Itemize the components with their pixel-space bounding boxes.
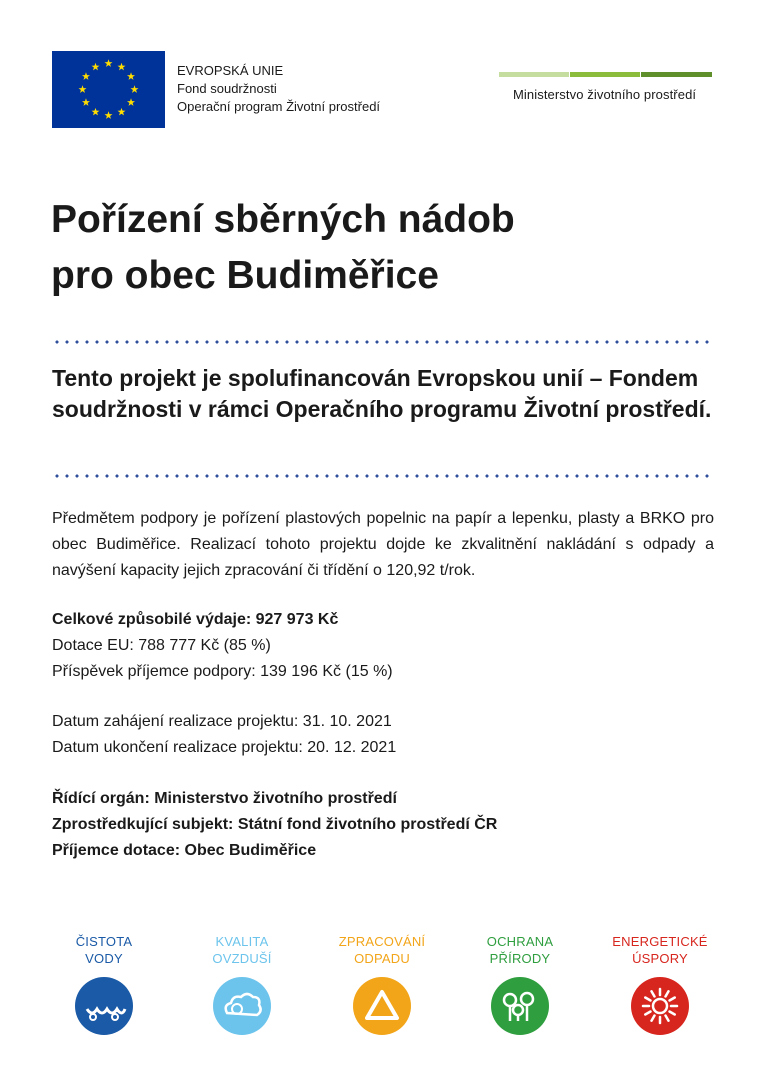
pillar-label-line1: OCHRANA bbox=[486, 934, 554, 949]
pillar-label-line1: ZPRACOVÁNÍ bbox=[338, 934, 426, 949]
eu-flag-logo bbox=[52, 51, 165, 128]
eu-star bbox=[92, 63, 100, 71]
sun-ray bbox=[645, 998, 650, 1001]
managing-authority: Řídící orgán: Ministerstvo životního prostředí bbox=[52, 790, 397, 807]
pillar-label-line2: OVZDUŠÍ bbox=[212, 951, 272, 966]
sun-ray bbox=[670, 998, 675, 1001]
eu-line-2: Fond soudržnosti bbox=[177, 81, 277, 96]
ministry-logo-label: Ministerstvo životního prostředí bbox=[513, 87, 697, 102]
cofinancing-statement: Tento projekt je spolufinancován Evropskou unií – Fondem soudržnosti v rámci Operačního programu Životní prostředí. bbox=[52, 365, 712, 422]
pillar-label-line2: ODPADU bbox=[354, 951, 410, 966]
eu-star bbox=[127, 72, 135, 80]
pillar-water bbox=[44, 933, 164, 1035]
pillar-label bbox=[322, 933, 442, 967]
eu-star bbox=[118, 63, 126, 71]
start-date: Datum zahájení realizace projektu: 31. 10. 2021 bbox=[52, 713, 392, 730]
eu-star bbox=[92, 108, 100, 116]
dotted-divider-top bbox=[52, 340, 712, 344]
pillar-label-line1: ENERGETICKÉ bbox=[612, 934, 708, 949]
eu-star bbox=[105, 59, 113, 67]
ministry-logo-bars bbox=[499, 72, 712, 77]
end-date: Datum ukončení realizace projektu: 20. 12. 2021 bbox=[52, 739, 397, 756]
project-description: Předmětem podpory je pořízení plastových popelnic na papír a lepenku, plasty a BRKO pro obec Budiměřice. Realizací tohoto projektu dojde ke zkvalitnění nakládání s odpady a navýšení kapacity jejich zpracování či třídění o 120,92 t/rok. bbox=[52, 510, 714, 579]
eu-star bbox=[79, 85, 87, 93]
recycle-triangle-icon bbox=[353, 977, 411, 1035]
eu-programme-text bbox=[177, 62, 380, 116]
sun-ray bbox=[666, 1016, 669, 1021]
water-icon bbox=[75, 977, 133, 1035]
grant-recipient: Příjemce dotace: Obec Budiměřice bbox=[52, 842, 317, 859]
pillar-label bbox=[44, 933, 164, 967]
dotted-divider-bottom bbox=[52, 474, 712, 478]
page-title bbox=[51, 192, 515, 304]
title-line-2: pro obec Budiměřice bbox=[51, 254, 439, 297]
pillar-label bbox=[182, 933, 302, 967]
pillar-label bbox=[600, 933, 720, 967]
title-line-1: Pořízení sběrných nádob bbox=[51, 198, 515, 241]
eu-star bbox=[82, 98, 90, 106]
pillar-label-line2: ÚSPORY bbox=[632, 951, 688, 966]
eu-star bbox=[131, 85, 139, 93]
sun-ray bbox=[652, 991, 655, 996]
pillar-label-line2: PŘÍRODY bbox=[489, 951, 551, 966]
pillar-nature bbox=[460, 933, 580, 1035]
recipient-contribution: Příspěvek příjemce podpory: 139 196 Kč (15 %) bbox=[52, 663, 393, 680]
sun-ray bbox=[666, 991, 669, 996]
eu-star bbox=[118, 108, 126, 116]
eu-line-1: EVROPSKÁ UNIE bbox=[177, 63, 284, 78]
ministry-bar-light bbox=[499, 72, 569, 77]
eu-star bbox=[127, 98, 135, 106]
pillar-waste bbox=[322, 933, 442, 1035]
pillar-label-line1: KVALITA bbox=[215, 934, 269, 949]
eu-grant: Dotace EU: 788 777 Kč (85 %) bbox=[52, 637, 271, 654]
eu-stars-icon bbox=[52, 51, 165, 128]
tree-icon bbox=[491, 977, 549, 1035]
ministry-bar-mid bbox=[570, 72, 640, 77]
eu-line-3: Operační program Životní prostředí bbox=[177, 99, 381, 114]
sun-ray bbox=[645, 1012, 650, 1015]
sun-ray bbox=[652, 1016, 655, 1021]
pillar-energy bbox=[600, 933, 720, 1035]
intermediate-body: Zprostředkující subjekt: Státní fond životního prostředí ČR bbox=[52, 816, 498, 833]
pillar-label bbox=[460, 933, 580, 967]
total-eligible-costs: Celkové způsobilé výdaje: 927 973 Kč bbox=[52, 611, 339, 628]
eu-star bbox=[105, 111, 113, 119]
ministry-bar-dark bbox=[641, 72, 712, 77]
pillar-label-line1: ČISTOTA bbox=[75, 934, 133, 949]
sun-icon bbox=[631, 977, 689, 1035]
eu-star bbox=[82, 72, 90, 80]
pillar-air bbox=[182, 933, 302, 1035]
sun-ray bbox=[670, 1012, 675, 1015]
pillar-label-line2: VODY bbox=[85, 951, 123, 966]
cloud-icon bbox=[213, 977, 271, 1035]
